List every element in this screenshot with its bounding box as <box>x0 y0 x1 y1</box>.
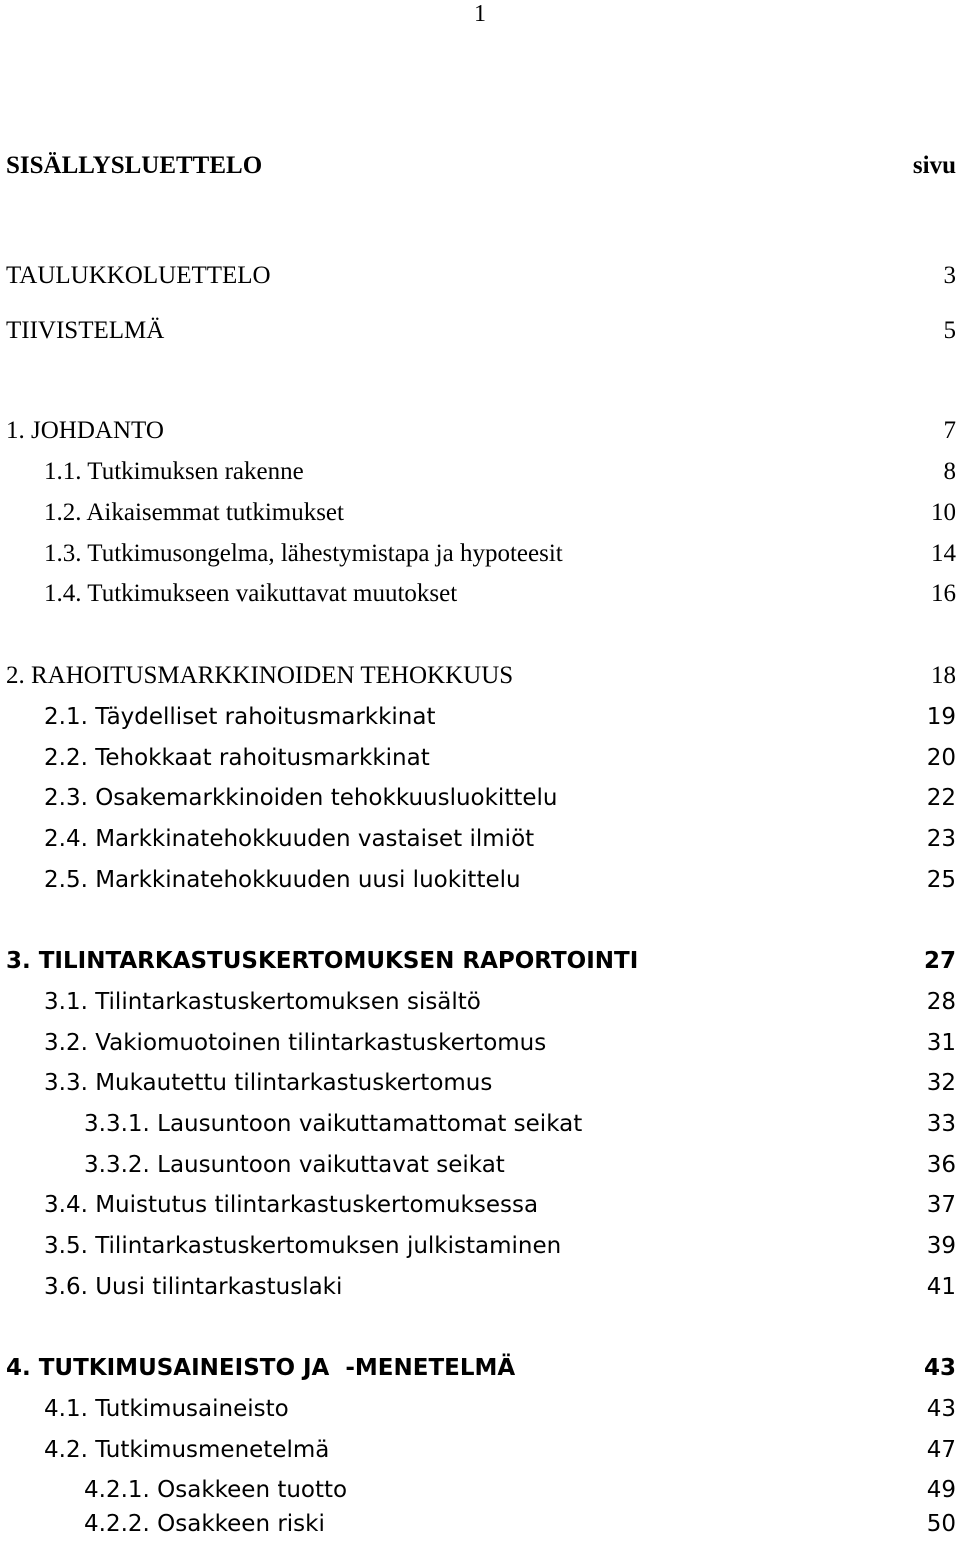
toc-section <box>6 1393 956 1425</box>
toc-subsection <box>6 1474 956 1506</box>
toc-entry-page: 47 <box>926 1437 956 1463</box>
toc-chapter-4 <box>6 1352 956 1384</box>
toc-entry-label: 4.2.2. Osakkeen riski <box>84 1511 325 1537</box>
toc-section <box>6 538 956 570</box>
toc-entry-page: 33 <box>926 1111 956 1137</box>
toc-chapter-1 <box>6 415 956 447</box>
toc-subsection <box>6 1108 956 1140</box>
toc-entry-page: 16 <box>931 580 956 607</box>
toc-entry-page: 22 <box>926 785 956 811</box>
toc-section <box>6 823 956 855</box>
toc-chapter-2 <box>6 660 956 692</box>
toc-entry-label: 2.3. Osakemarkkinoiden tehokkuusluokittelu <box>44 785 558 811</box>
toc-section <box>6 864 956 896</box>
toc-section <box>6 1027 956 1059</box>
toc-entry-page: 36 <box>926 1152 956 1178</box>
toc-entry-page: 20 <box>926 745 956 771</box>
toc-entry-label: 1.3. Tutkimusongelma, lähestymistapa ja hypoteesit <box>44 540 563 567</box>
page-number: 1 <box>474 1 486 27</box>
toc-entry-label: 3.3.2. Lausuntoon vaikuttavat seikat <box>84 1152 505 1178</box>
toc-entry-label: 4.1. Tutkimusaineisto <box>44 1396 289 1422</box>
toc-entry-page: 43 <box>923 1355 956 1381</box>
toc-entry-page: 43 <box>926 1396 956 1422</box>
toc-entry-label: 1.2. Aikaisemmat tutkimukset <box>44 499 344 526</box>
toc-entry-label: 2.5. Markkinatehokkuuden uusi luokittelu <box>44 867 521 893</box>
toc-entry-page: 49 <box>926 1477 956 1503</box>
toc-subsection <box>6 1149 956 1181</box>
toc-entry-page: 7 <box>943 417 956 444</box>
toc-entry-label: 3.3.1. Lausuntoon vaikuttamattomat seikat <box>84 1111 583 1137</box>
toc-entry-page: 28 <box>926 989 956 1015</box>
toc-section <box>6 456 956 488</box>
toc-section <box>6 1189 956 1221</box>
toc-entry-label: 2. RAHOITUSMARKKINOIDEN TEHOKKUUS <box>6 662 514 689</box>
toc-entry-label: TAULUKKOLUETTELO <box>6 262 271 289</box>
toc-entry-page: 39 <box>926 1233 956 1259</box>
toc-entry-label: 3.5. Tilintarkastuskertomuksen julkistaminen <box>44 1233 562 1259</box>
toc-section <box>6 782 956 814</box>
toc-entry-page: 50 <box>926 1511 956 1537</box>
toc-section <box>6 986 956 1018</box>
toc-entry-page: 10 <box>931 499 956 526</box>
toc-header <box>6 150 956 182</box>
toc-entry-taulukkoluettelo <box>6 260 956 292</box>
toc-chapter-3 <box>6 945 956 977</box>
toc-entry-page: 23 <box>926 826 956 852</box>
toc-entry-page: 18 <box>931 662 956 689</box>
toc-entry-page: 5 <box>943 317 956 344</box>
toc-entry-label: 3.4. Muistutus tilintarkastuskertomuksessa <box>44 1192 539 1218</box>
toc-entry-page: 41 <box>926 1274 956 1300</box>
toc-entry-page: 31 <box>926 1030 956 1056</box>
toc-entry-page: 37 <box>926 1192 956 1218</box>
toc-entry-label: 1.1. Tutkimuksen rakenne <box>44 458 304 485</box>
toc-section <box>6 578 956 610</box>
toc-entry-page: 25 <box>926 867 956 893</box>
toc-entry-label: TIIVISTELMÄ <box>6 317 165 344</box>
toc-section <box>6 742 956 774</box>
toc-entry-label: 1.4. Tutkimukseen vaikuttavat muutokset <box>44 580 458 607</box>
toc-entry-label: 4.2. Tutkimusmenetelmä <box>44 1437 330 1463</box>
toc-entry-label: 3. TILINTARKASTUSKERTOMUKSEN RAPORTOINTI <box>6 948 639 974</box>
page-column-label: sivu <box>912 152 956 179</box>
toc-entry-page: 19 <box>926 704 956 730</box>
toc-entry-label: 3.3. Mukautettu tilintarkastuskertomus <box>44 1070 493 1096</box>
toc-entry-label: 4.2.1. Osakkeen tuotto <box>84 1477 348 1503</box>
toc-section <box>6 1434 956 1466</box>
toc-entry-page: 8 <box>943 458 956 485</box>
toc-entry-tiivistelma <box>6 315 956 347</box>
toc-section <box>6 497 956 529</box>
toc-entry-label: 2.4. Markkinatehokkuuden vastaiset ilmiöt <box>44 826 535 852</box>
toc-section <box>6 701 956 733</box>
toc-entry-page: 14 <box>931 540 956 567</box>
toc-entry-page: 32 <box>926 1070 956 1096</box>
toc-entry-label: 3.1. Tilintarkastuskertomuksen sisältö <box>44 989 481 1015</box>
toc-entry-page: 27 <box>923 948 956 974</box>
toc-section <box>6 1067 956 1099</box>
toc-entry-page: 3 <box>943 262 956 289</box>
toc-entry-label: 4. TUTKIMUSAINEISTO JA -MENETELMÄ <box>6 1355 516 1381</box>
toc-subsection <box>6 1508 956 1540</box>
toc-section <box>6 1230 956 1262</box>
toc-section <box>6 1271 956 1303</box>
toc-title: SISÄLLYSLUETTELO <box>6 152 263 179</box>
toc-entry-label: 2.1. Täydelliset rahoitusmarkkinat <box>44 704 436 730</box>
toc-entry-label: 3.2. Vakiomuotoinen tilintarkastuskertomus <box>44 1030 547 1056</box>
toc-entry-label: 1. JOHDANTO <box>6 417 164 444</box>
toc-entry-label: 3.6. Uusi tilintarkastuslaki <box>44 1274 343 1300</box>
toc-entry-label: 2.2. Tehokkaat rahoitusmarkkinat <box>44 745 430 771</box>
